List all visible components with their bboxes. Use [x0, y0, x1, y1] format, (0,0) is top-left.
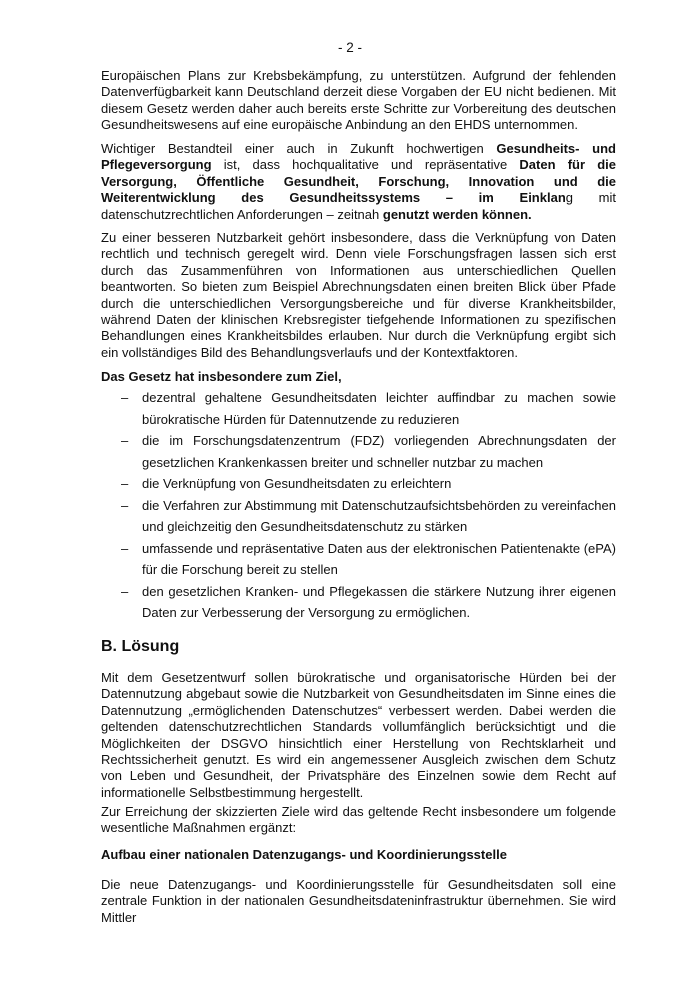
list-item	[101, 538, 616, 581]
paragraph-intro: Europäischen Plans zur Krebsbekämpfung, zu unterstützen. Aufgrund der fehlenden Datenverfügbarkeit kann Deutschland derzeit diese Vorgaben der EU nicht bedienen. Mit diesem Gesetz werden daher auch bereits erste Schritte zur Vorbereitung des deutschen Gesundheitswesens auf eine europäische Anbindung an den EHDS unternommen.	[101, 68, 616, 133]
dash-bullet: –	[121, 476, 129, 491]
list-item	[101, 430, 616, 473]
paragraph-linkage: Zu einer besseren Nutzbarkeit gehört insbesondere, dass die Verknüpfung von Daten rechtlich und technisch geregelt wird. Denn viele Forschungsfragen lassen sich erst durch das Zusammenführen von Informationen aus unterschiedlichen Quellen beantworten. So bieten zum Beispiel Abrechnungsdaten einen breiten Blick über Pfade durch die unterschiedlichen Versorgungsbereiche und für diverse Krankheitsbilder, während Daten der klinischen Krebsregister tiefgehende Informationen zu spezifischen Behandlungen eines Krankheitsbildes erlauben. Nur durch die Verknüpfung ergibt sich ein vollständiges Bild des Behandlungsverlaufs und der Kontextfaktoren.	[101, 230, 616, 360]
bold-run: Gesundheits- und Pflegeversorgung	[101, 141, 616, 173]
paragraph-importance	[101, 141, 616, 223]
list-item-text: umfassende und repräsentative Daten aus der elektronischen Patientenakte (ePA) für die Forschung bereit zu stellen	[142, 540, 616, 577]
list-item	[101, 473, 616, 495]
text-run: ist, dass hochqualitative und repräsentative	[211, 157, 520, 173]
list-item	[101, 581, 616, 624]
dash-bullet: –	[121, 390, 129, 405]
list-item-text: dezentral gehaltene Gesundheitsdaten leichter auffindbar zu machen sowie bürokratische Hürden für Datennutzende zu reduzieren	[142, 390, 616, 427]
list-item	[101, 495, 616, 538]
dash-bullet: –	[121, 540, 129, 556]
text-run: Wichtiger Bestandteil einer auch in Zukunft hochwertigen	[101, 141, 497, 156]
dash-bullet: –	[121, 433, 129, 448]
list-item	[101, 387, 616, 430]
paragraph-measures: Zur Erreichung der skizzierten Ziele wird das geltende Recht insbesondere um folgende wesentliche Maßnahmen ergänzt:	[101, 804, 616, 836]
paragraph-access-office: Die neue Datenzugangs- und Koordinierungsstelle für Gesundheitsdaten soll eine zentrale Funktion in der nationalen Gesundheitsdateninfrastruktur übernehmen. Sie wird Mittler	[101, 877, 616, 925]
section-heading-b: B. Lösung	[101, 638, 180, 655]
bold-run: genutzt werden können.	[382, 206, 532, 222]
dash-bullet: –	[121, 497, 129, 513]
list-item-text: die Verfahren zur Abstimmung mit Datenschutzaufsichtsbehörden zu vereinfachen und gleichzeitig den Gesundheitsdatenschutz zu stärken	[142, 497, 616, 534]
dash-bullet: –	[121, 583, 129, 599]
bold-run: Daten für die Versorgung, Öffentliche Gesundheit, Forschung, Innovation und die Weiterentwicklung des Gesundheitssystems – im Einklan	[101, 157, 616, 206]
list-item-text: die Verknüpfung von Gesundheitsdaten zu erleichtern	[142, 476, 452, 491]
paragraph-solution: Mit dem Gesetzentwurf sollen bürokratische und organisatorische Hürden bei der Datennutzung abgebaut sowie die Nutzbarkeit von Gesundheitsdaten im Sinne eines die Datennutzung „ermöglichenden Datenschutzes“ verbessert werden. Dabei werden die geltenden datenschutzrechtlichen Standards vollumfänglich berücksichtigt und die Möglichkeiten der DSGVO hinsichtlich einer Herstellung von Rechtsklarheit und Rechtssicherheit genutzt. Es wird ein angemessener Ausgleich zwischen dem Schutz von Leben und Gesundheit, der Privatsphäre des Einzelnen sowie dem Recht auf informationelle Selbstbestimmung hergestellt.	[101, 670, 616, 800]
goals-list	[101, 387, 616, 624]
goals-heading: Das Gesetz hat insbesondere zum Ziel,	[101, 369, 342, 384]
page-number: - 2 -	[337, 40, 362, 55]
subsection-heading: Aufbau einer nationalen Datenzugangs- und Koordinierungsstelle	[101, 847, 507, 862]
list-item-text: den gesetzlichen Kranken- und Pflegekassen die stärkere Nutzung ihrer eigenen Daten zur Verbesserung der Versorgung zu ermöglichen.	[142, 583, 616, 620]
list-item-text: die im Forschungsdatenzentrum (FDZ) vorliegenden Abrechnungsdaten der gesetzlichen Krankenkassen breiter und schneller nutzbar zu machen	[142, 433, 616, 470]
text-run: g mit datenschutzrechtlichen Anforderungen – zeitnah	[101, 190, 616, 222]
